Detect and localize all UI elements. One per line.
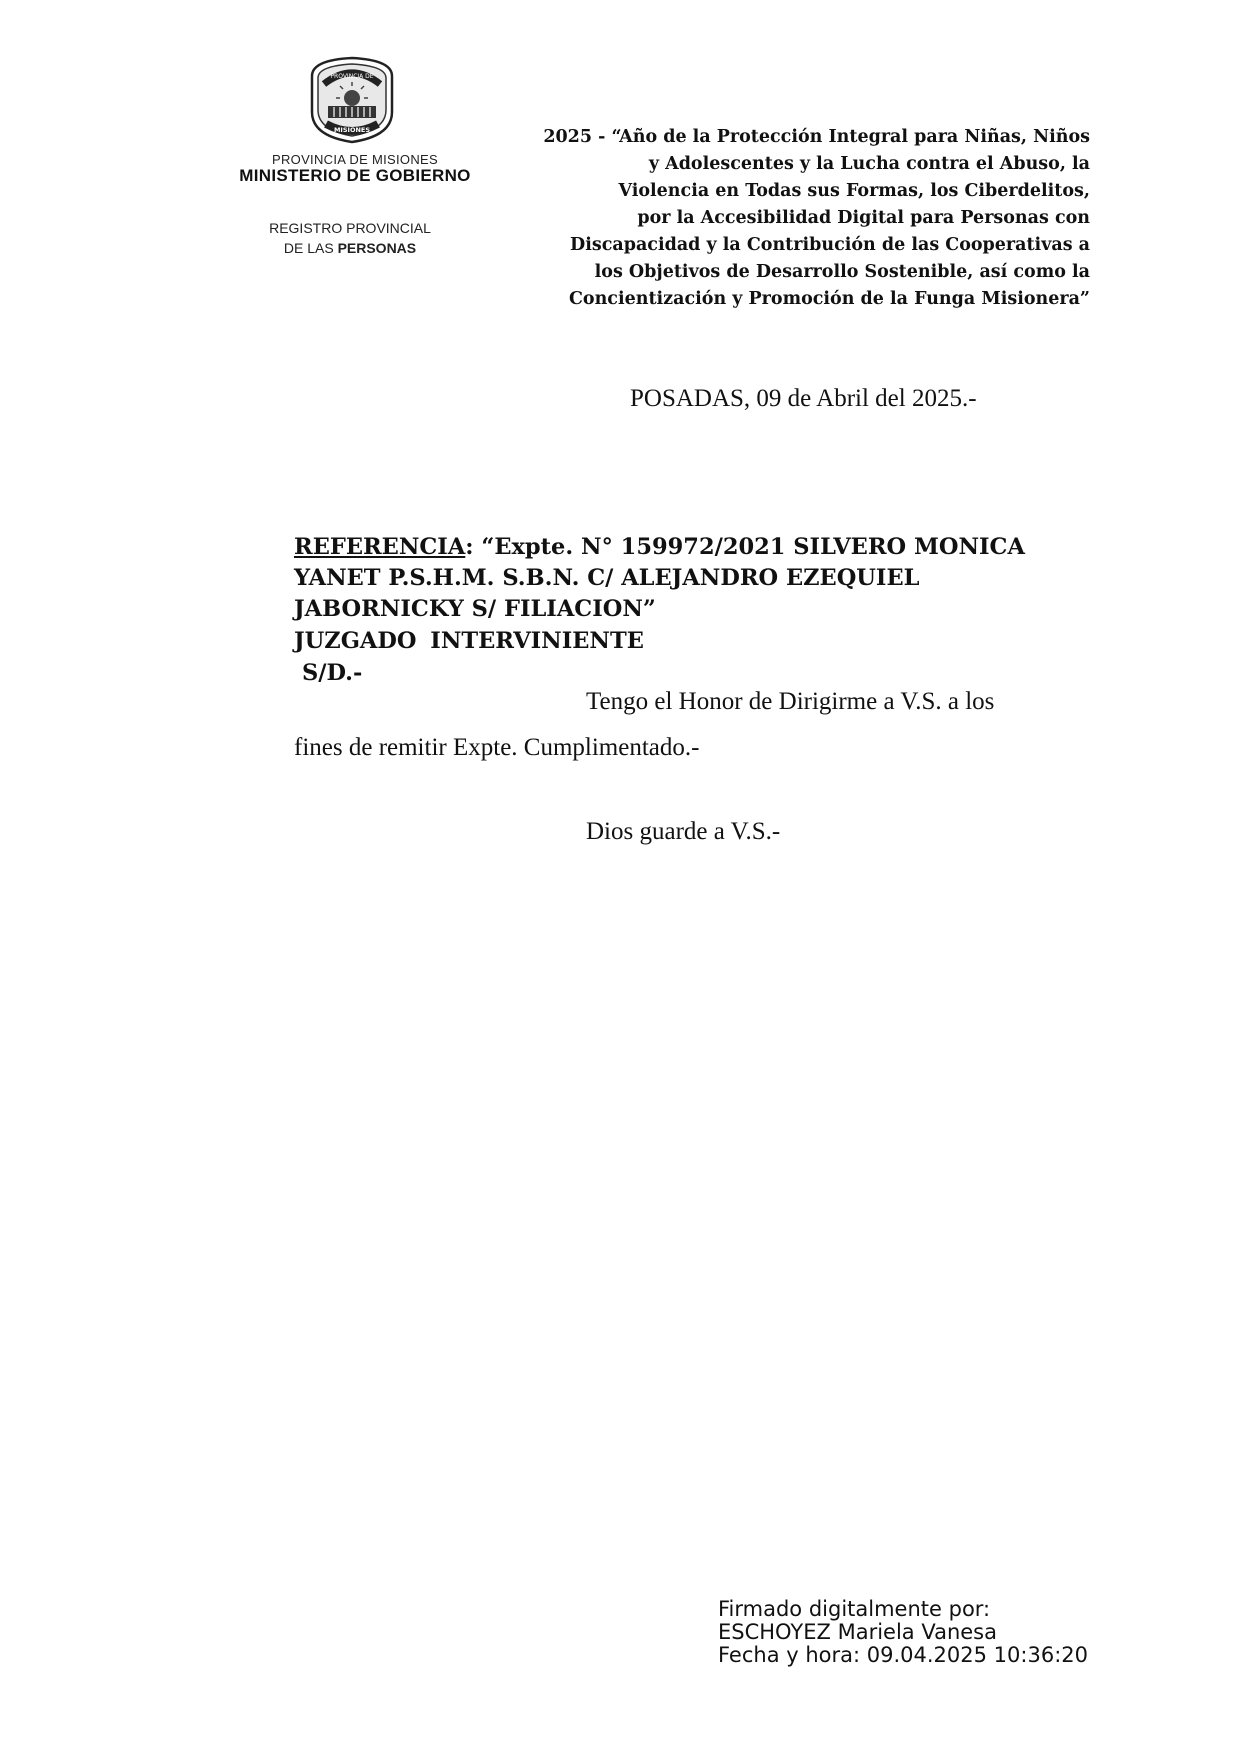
digital-signature-block <box>718 1598 1088 1667</box>
reference-line: YANET P.S.H.M. S.B.N. C/ ALEJANDRO EZEQUIEL <box>294 565 920 591</box>
registry-name-line2 <box>230 240 470 256</box>
body-text-line1: Tengo el Honor de Dirigirme a V.S. a los <box>586 688 995 715</box>
reference-label: REFERENCIA <box>294 534 466 560</box>
reference-line <box>294 532 1114 563</box>
motto-line: por la Accesibilidad Digital para Personas con <box>637 208 1090 228</box>
registry-name-line1: REGISTRO PROVINCIAL <box>269 220 431 236</box>
motto-line: Concientización y Promoción de la Funga Misionera” <box>568 289 1090 309</box>
addressee: JUZGADO INTERVINIENTE <box>294 628 644 654</box>
year-motto <box>470 124 1090 313</box>
signature-line: Firmado digitalmente por: <box>718 1597 991 1621</box>
registry-line2-prefix: DE LAS <box>283 240 334 256</box>
reference-block <box>294 532 1114 625</box>
motto-line: Discapacidad y la Contribución de las Cooperativas a <box>570 235 1090 255</box>
signature-timestamp: Fecha y hora: 09.04.2025 10:36:20 <box>718 1643 1088 1667</box>
provincial-seal-logo <box>302 54 402 144</box>
motto-line: y Adolescentes y la Lucha contra el Abuso, la <box>648 154 1090 174</box>
province-name: PROVINCIA DE MISIONES <box>272 152 438 167</box>
motto-line: 2025 - “Año de la Protección Integral para Niñas, Niños <box>543 127 1090 147</box>
addressee-suffix: S/D.- <box>302 660 363 686</box>
closing-salutation: Dios guarde a V.S.- <box>586 818 781 845</box>
motto-line: Violencia en Todas sus Formas, los Ciberdelitos, <box>618 181 1090 201</box>
svg-text:MISIONES: MISIONES <box>333 126 371 134</box>
motto-line: los Objetivos de Desarrollo Sostenible, así como la <box>594 262 1090 282</box>
reference-line: JABORNICKY S/ FILIACION” <box>294 596 656 622</box>
body-text-line2: fines de remitir Expte. Cumplimentado.- <box>294 734 700 761</box>
date-line: POSADAS, 09 de Abril del 2025.- <box>630 385 977 412</box>
registry-line2-bold: PERSONAS <box>337 240 417 256</box>
signature-signer: ESCHOYEZ Mariela Vanesa <box>718 1620 997 1644</box>
reference-text: : “Expte. N° 159972/2021 SILVERO MONICA <box>465 534 1025 560</box>
svg-text:PROVINCIA DE: PROVINCIA DE <box>330 73 374 80</box>
ministry-name: MINISTERIO DE GOBIERNO <box>239 166 471 185</box>
